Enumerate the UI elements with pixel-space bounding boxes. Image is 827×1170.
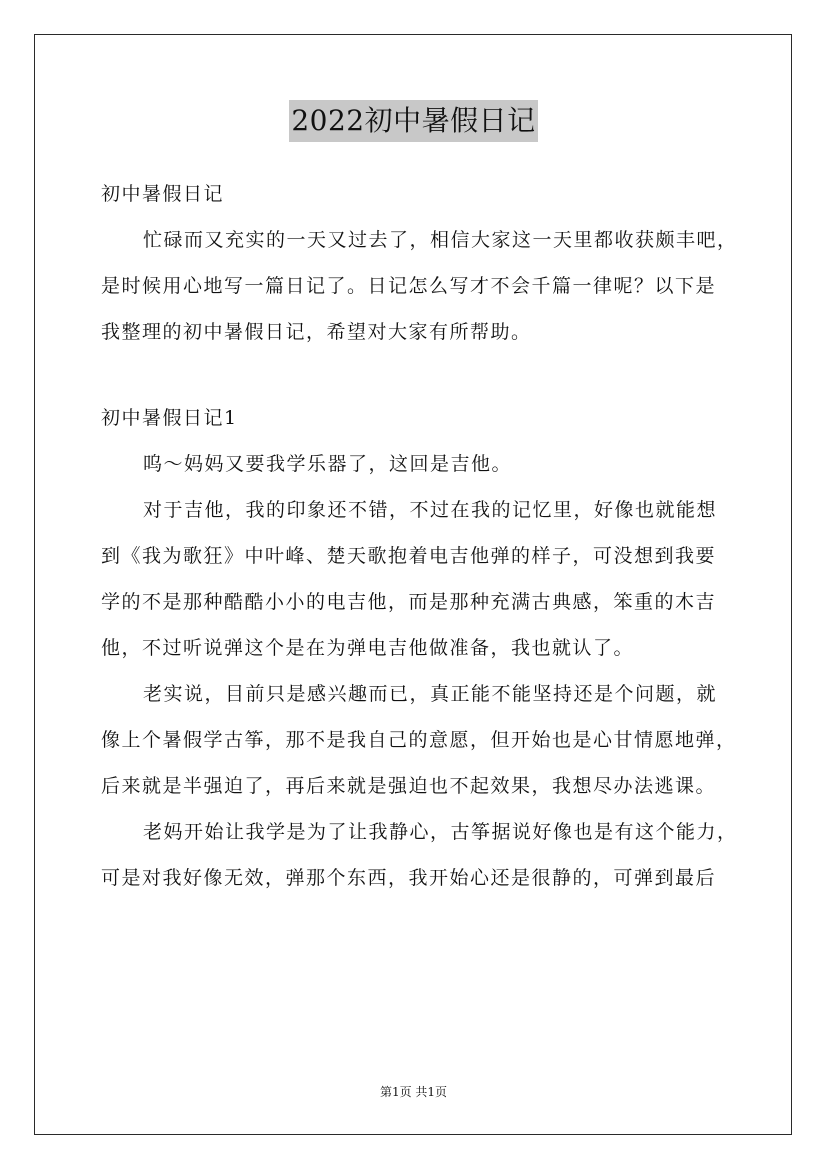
intro-paragraph bbox=[101, 220, 741, 358]
text-line: 老实说，目前只是感兴趣而已，真正能不能坚持还是个问题，就 bbox=[143, 683, 718, 705]
text-line: 学的不是那种酷酷小小的电吉他，而是那种充满古典感，笨重的木吉 bbox=[101, 591, 717, 613]
text-line: 老妈开始让我学是为了让我静心，古筝据说好像也是有这个能力， bbox=[143, 821, 738, 843]
page-number-label: 第1页 共1页 bbox=[379, 1085, 448, 1099]
text-line: 到《我为歌狂》中叶峰、楚天歌抱着电吉他弹的样子，可没想到我要 bbox=[101, 545, 717, 567]
text-line: 忙碌而又充实的一天又过去了，相信大家这一天里都收获颇丰吧， bbox=[143, 229, 738, 251]
document-body bbox=[101, 174, 741, 904]
text-line: 对于吉他，我的印象还不错，不过在我的记忆里，好像也就能想 bbox=[143, 499, 718, 521]
document-title: 2022初中暑假日记 bbox=[289, 100, 537, 142]
text-line: 我整理的初中暑假日记，希望对大家有所帮助。 bbox=[101, 321, 532, 343]
document-subtitle: 初中暑假日记 bbox=[101, 183, 225, 205]
title-area bbox=[0, 100, 827, 142]
paragraph-gap bbox=[101, 358, 741, 398]
text-line: 是时候用心地写一篇日记了。日记怎么写才不会千篇一律呢？以下是 bbox=[101, 275, 717, 297]
paragraph-4 bbox=[101, 812, 741, 904]
text-line: 可是对我好像无效，弹那个东西，我开始心还是很静的，可弹到最后 bbox=[101, 867, 717, 889]
text-line: 像上个暑假学古筝，那不是我自己的意愿，但开始也是心甘情愿地弹， bbox=[101, 729, 737, 751]
text-line: 他，不过听说弹这个是在为弹电吉他做准备，我也就认了。 bbox=[101, 637, 635, 659]
text-line: 后来就是半强迫了，再后来就是强迫也不起效果，我想尽办法逃课。 bbox=[101, 775, 717, 797]
section-heading: 初中暑假日记1 bbox=[101, 407, 238, 429]
text-line: 呜～妈妈又要我学乐器了，这回是吉他。 bbox=[143, 453, 513, 475]
paragraph-2 bbox=[101, 490, 741, 674]
paragraph-3 bbox=[101, 674, 741, 812]
paragraph-1 bbox=[101, 444, 741, 490]
page-footer bbox=[0, 1084, 827, 1100]
